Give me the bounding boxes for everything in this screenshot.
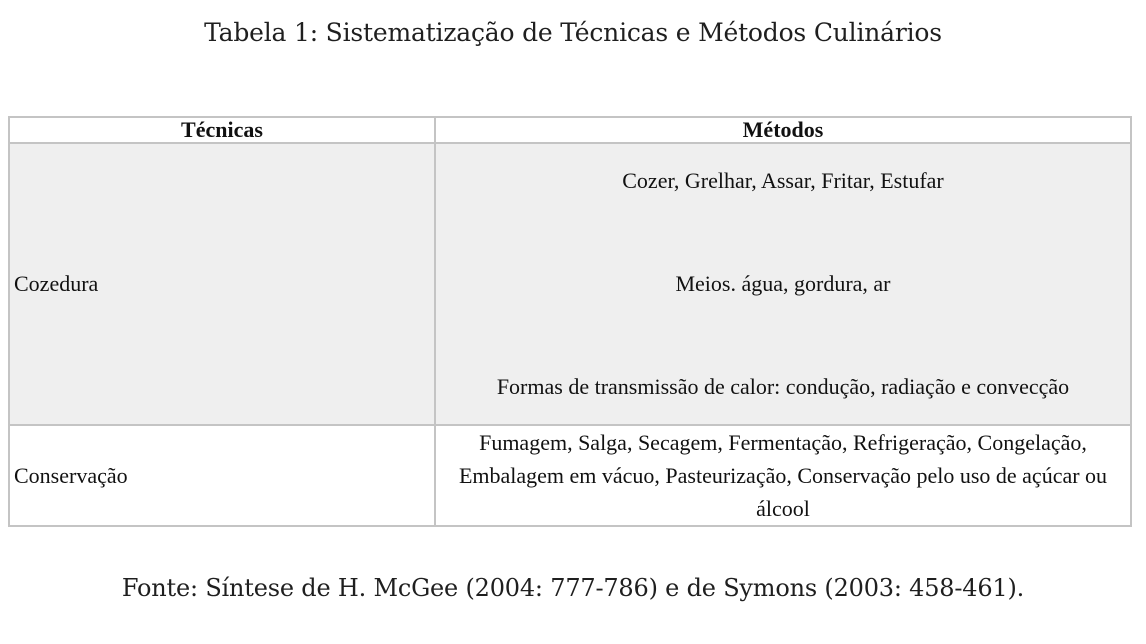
techniques-methods-table (8, 116, 1132, 527)
source-citation: Fonte: Síntese de H. McGee (2004: 777-786) e de Symons (2003: 458-461). (121, 574, 1025, 602)
method-paragraph: Fumagem, Salga, Secagem, Fermentação, Refrigeração, Congelação, Embalagem em vácuo, Pasteurização, Conservação pelo uso de açúcar ou álcool (458, 430, 1108, 521)
header-techniques: Técnicas (9, 117, 435, 143)
methods-cell (435, 425, 1131, 526)
method-line: Cozer, Grelhar, Assar, Fritar, Estufar (622, 168, 944, 193)
method-line: Meios. água, gordura, ar (675, 271, 891, 296)
method-line: Formas de transmissão de calor: condução, radiação e convecção (496, 374, 1070, 399)
table-row-cozedura (9, 143, 1131, 425)
header-methods: Métodos (435, 117, 1131, 143)
table-header-row (9, 117, 1131, 143)
methods-cell (435, 143, 1131, 425)
table-caption: Tabela 1: Sistematização de Técnicas e Métodos Culinários (204, 18, 942, 47)
technique-cell: Cozedura (9, 143, 435, 425)
technique-cell: Conservação (9, 425, 435, 526)
table-row-conservacao (9, 425, 1131, 526)
